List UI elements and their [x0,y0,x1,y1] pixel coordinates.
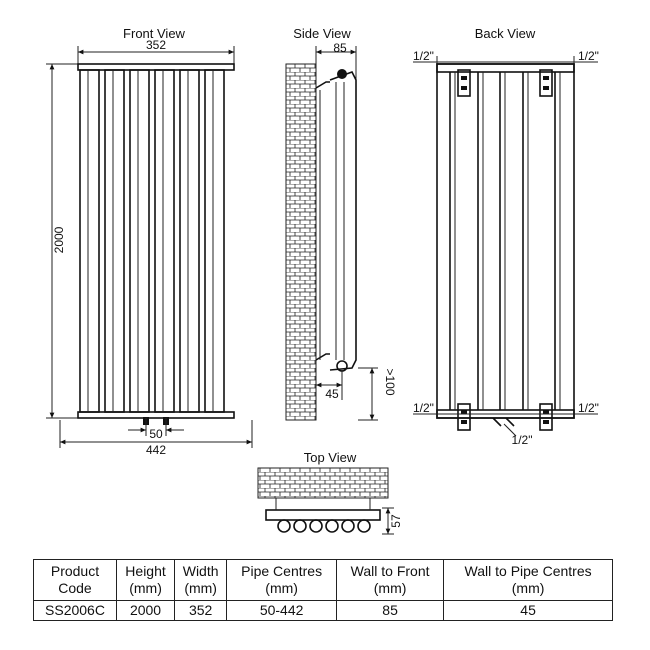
cell-wall-to-pipe-centres: 45 [444,601,613,621]
front-width-label: 352 [145,38,167,52]
back-view-title: Back View [474,26,536,41]
front-view [46,26,252,457]
back-view [413,26,599,447]
cell-width: 352 [175,601,227,621]
header-pipe-centres: Pipe Centres (mm) [227,560,337,601]
side-depth-label: 85 [333,41,347,55]
front-pipe-centres-label: 50 [149,427,163,441]
cell-product-code: SS2006C [34,601,117,621]
back-bottom-valves [493,418,514,426]
cell-wall-to-front: 85 [337,601,444,621]
front-tube [105,70,124,412]
header-product-code: Product Code [34,560,117,601]
back-inlet-top-left-label: 1/2" [413,49,434,63]
header-height: Height (mm) [116,560,174,601]
top-view-title: Top View [303,450,357,465]
side-pipe-offset-label: 45 [325,387,339,401]
back-inlet-bottom-label: 1/2" [511,433,533,447]
front-tube [180,70,199,412]
cell-height: 2000 [116,601,174,621]
top-radiator-header [266,510,380,520]
side-wall [286,64,316,420]
side-radiator-profile [330,72,356,370]
header-wall-to-front: Wall to Front (mm) [337,560,444,601]
spec-table-header-row [34,560,613,601]
side-view [286,26,397,420]
side-top-cap [337,69,347,79]
cell-pipe-centres: 50-442 [227,601,337,621]
side-floor-clearance-label: >100 [383,368,397,396]
front-overall-width-label: 442 [145,443,167,457]
back-tubes [450,72,560,410]
front-tube [155,70,174,412]
header-width: Width (mm) [175,560,227,601]
front-top-header [78,64,234,70]
back-inlet-bottom-right-label: 1/2" [578,401,599,415]
front-bottom-header [78,412,234,418]
front-tube [80,70,99,412]
front-tube [205,70,224,412]
top-tubes [278,520,370,532]
front-tube [130,70,149,412]
side-view-title: Side View [293,26,351,41]
back-inlet-top-right-label: 1/2" [578,49,599,63]
top-depth-label: 57 [389,514,403,528]
front-tubes [80,70,224,412]
front-height-label: 2000 [52,226,66,254]
spec-table [33,559,613,621]
table-row [34,601,613,621]
top-wall [258,468,388,498]
back-inlet-bottom-left-label: 1/2" [413,401,434,415]
front-view-title: Front View [123,26,185,41]
side-bottom-bracket [316,354,330,360]
side-top-bracket [316,82,330,88]
top-view [258,450,403,534]
header-wall-to-pipe-centres: Wall to Pipe Centres (mm) [444,560,613,601]
